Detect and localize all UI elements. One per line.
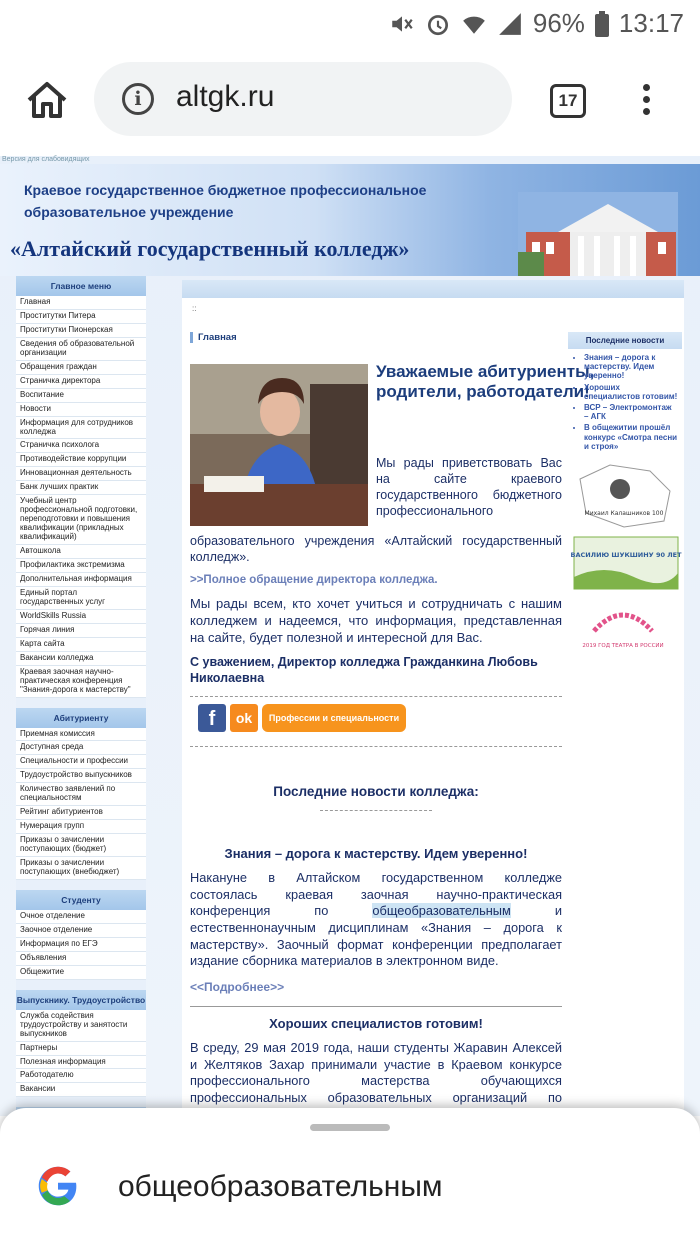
- svg-text:2019 ГОД ТЕАТРА В РОССИИ: 2019 ГОД ТЕАТРА В РОССИИ: [582, 642, 664, 649]
- latest-news-item[interactable]: • В общежитии прошёл конкурс «Смотра песни и строя»: [584, 423, 678, 451]
- sidebar-item[interactable]: Горячая линия: [16, 624, 146, 638]
- read-more-link[interactable]: <<Подробнее>>: [190, 980, 285, 994]
- director-photo: [190, 364, 368, 526]
- sidebar-item[interactable]: Информация для сотрудников колледжа: [16, 417, 146, 440]
- sidebar-item[interactable]: Дополнительная информация: [16, 573, 146, 587]
- sidebar-item[interactable]: Единый портал государственных услуг: [16, 587, 146, 610]
- sidebar-item[interactable]: Обращения граждан: [16, 361, 146, 375]
- sidebar-item[interactable]: Карта сайта: [16, 638, 146, 652]
- latest-news-list: [568, 349, 682, 451]
- greeting-heading: Уважаемые абитуриенты, родители, работодатели!: [376, 362, 595, 402]
- welcome-text-a: Мы рады приветствовать Вас на сайте краевого государственного бюджетного профессионального: [376, 456, 562, 518]
- college-building-image: [518, 192, 678, 276]
- google-icon: [36, 1164, 80, 1208]
- sidebar-item[interactable]: Общежитие: [16, 966, 146, 980]
- sidebar-item[interactable]: Инновационная деятельность: [16, 467, 146, 481]
- sidebar-item[interactable]: Новости: [16, 403, 146, 417]
- news2-title[interactable]: Хороших специалистов готовим!: [269, 1016, 483, 1031]
- divider: [190, 696, 562, 697]
- divider: [190, 1006, 562, 1007]
- sidebar-item[interactable]: Краевая заочная научно-практическая конференция "Знания-дорога к мастерству": [16, 666, 146, 698]
- tab-switcher-button[interactable]: 17: [550, 84, 586, 118]
- sidebar-item[interactable]: Специальности и профессии: [16, 755, 146, 769]
- sidebar-item[interactable]: Полезная информация: [16, 1056, 146, 1070]
- wifi-icon: [461, 11, 487, 37]
- latest-news-item[interactable]: • Знания – дорога к мастерству. Идем уверенно!: [584, 353, 678, 381]
- sidebar-item[interactable]: Противодействие коррупции: [16, 453, 146, 467]
- sidebar-item[interactable]: Приемная комиссия: [16, 728, 146, 742]
- svg-text:Михаил Калашников 100: Михаил Калашников 100: [584, 509, 664, 517]
- sidebar-item[interactable]: Рейтинг абитуриентов: [16, 806, 146, 820]
- sidebar-heading-student: Студенту: [16, 890, 146, 910]
- status-bar: [0, 0, 700, 46]
- sidebar-item[interactable]: Приказы о зачислении поступающих (бюджет): [16, 834, 146, 857]
- sidebar-item[interactable]: Страничка директора: [16, 375, 146, 389]
- sidebar-item[interactable]: Проститутки Пионерская: [16, 324, 146, 338]
- more-menu-icon[interactable]: [640, 84, 652, 120]
- sidebar-item[interactable]: Количество заявлений по специальностям: [16, 783, 146, 806]
- news2-text: В среду, 29 мая 2019 года, наши студенты Жаравин Алексей и Желтяков Захар принимали участие в Краевом конкурсе профессионального мастерства обучающихся профессиональных образовательных организаций по: [190, 1040, 562, 1105]
- welcome-text-b: образовательного учреждения «Алтайский государственный колледж».: [190, 534, 562, 564]
- battery-percent: 96%: [532, 8, 585, 38]
- sidebar-item[interactable]: Вакансии: [16, 1083, 146, 1097]
- sidebar-item[interactable]: Сведения об образовательной организации: [16, 338, 146, 361]
- sidebar-item[interactable]: Проститутки Питера: [16, 310, 146, 324]
- sidebar-item[interactable]: Воспитание: [16, 389, 146, 403]
- sidebar-item[interactable]: Работодателю: [16, 1069, 146, 1083]
- sidebar-item[interactable]: Служба содействия трудоустройству и занятости выпускников: [16, 1010, 146, 1042]
- main-content: [182, 280, 684, 1116]
- right-column: [568, 332, 682, 653]
- drag-handle[interactable]: [310, 1124, 390, 1131]
- latest-news-item[interactable]: • ВСР – Электромонтаж – АГК: [584, 403, 678, 421]
- content-dots: ::: [192, 304, 197, 313]
- professions-button[interactable]: Профессии и специальности: [262, 704, 406, 732]
- header-line-2: образовательное учреждение: [24, 204, 234, 220]
- search-bottom-sheet[interactable]: [0, 1108, 700, 1244]
- sidebar-item[interactable]: Автошкола: [16, 545, 146, 559]
- sidebar-item[interactable]: Вакансии колледжа: [16, 652, 146, 666]
- sidebar-heading-graduate: Выпускнику. Трудоустройство: [16, 990, 146, 1010]
- search-query[interactable]: общеобразовательным: [118, 1170, 443, 1203]
- url-text: altgk.ru: [176, 80, 275, 113]
- info-icon[interactable]: i: [122, 83, 154, 115]
- sidebar-heading-main: Главное меню: [16, 276, 146, 296]
- divider: [320, 810, 432, 811]
- breadcrumb[interactable]: Главная: [190, 332, 237, 343]
- sidebar-item[interactable]: Приказы о зачислении поступающих (внебюджет): [16, 857, 146, 880]
- signal-icon: [497, 11, 523, 37]
- director-signature: С уважением, Директор колледжа Гражданкина Любовь Николаевна: [190, 655, 538, 686]
- browser-toolbar: [0, 46, 700, 156]
- clock: 13:17: [618, 8, 684, 38]
- odnoklassniki-share-button[interactable]: ok: [230, 704, 258, 732]
- sidebar-item[interactable]: Главная: [16, 296, 146, 310]
- sidebar-item[interactable]: Профилактика экстремизма: [16, 559, 146, 573]
- theatre-year-banner[interactable]: [582, 601, 664, 653]
- director-address-link[interactable]: >>Полное обращение директора колледжа.: [190, 574, 438, 586]
- news1-title[interactable]: Знания – дорога к мастерству. Идем уверенно!: [224, 846, 528, 861]
- battery-icon: [595, 11, 609, 37]
- sidebar-item[interactable]: Объявления: [16, 952, 146, 966]
- sidebar-heading-applicant: Абитуриенту: [16, 708, 146, 728]
- sidebar-item[interactable]: Банк лучших практик: [16, 481, 146, 495]
- divider: [190, 746, 562, 747]
- sidebar-item[interactable]: Доступная среда: [16, 741, 146, 755]
- content-top-bar: [182, 280, 684, 298]
- sidebar-item[interactable]: Очное отделение: [16, 910, 146, 924]
- college-title: «Алтайский государственный колледж»: [10, 236, 410, 261]
- sidebar-item[interactable]: Информация по ЕГЭ: [16, 938, 146, 952]
- news-heading: Последние новости колледжа:: [273, 784, 479, 799]
- sidebar-item[interactable]: Нумерация групп: [16, 820, 146, 834]
- facebook-share-button[interactable]: f: [198, 704, 226, 732]
- sidebar-item[interactable]: Трудоустройство выпускников: [16, 769, 146, 783]
- shukshin-banner[interactable]: [570, 537, 682, 589]
- kalashnikov-banner[interactable]: [572, 459, 676, 529]
- webpage: [0, 156, 700, 1116]
- url-bar[interactable]: [94, 62, 512, 136]
- sidebar-item[interactable]: WorldSkills Russia: [16, 610, 146, 624]
- sidebar: [16, 276, 146, 1116]
- site-header: [0, 164, 700, 276]
- sidebar-item[interactable]: Заочное отделение: [16, 924, 146, 938]
- svg-text:ВАСИЛИЮ ШУКШИНУ 90 ЛЕТ: ВАСИЛИЮ ШУКШИНУ 90 ЛЕТ: [570, 550, 682, 559]
- home-icon[interactable]: [24, 80, 70, 120]
- mute-icon: [389, 11, 415, 37]
- alarm-icon: [425, 11, 451, 37]
- latest-news-item[interactable]: • Хороших специалистов готовим!: [584, 383, 678, 401]
- sidebar-item[interactable]: Учебный центр профессиональной подготовки, переподготовки и повышения квалификации (прикладных квалификаций): [16, 495, 146, 545]
- latest-news-heading: Последние новости: [568, 332, 682, 349]
- accessibility-link[interactable]: Версия для слабовидящих: [2, 156, 90, 163]
- search-highlight: общеобразовательным: [372, 903, 511, 919]
- sidebar-item[interactable]: Партнеры: [16, 1042, 146, 1056]
- sidebar-item[interactable]: Страничка психолога: [16, 439, 146, 453]
- news1-text: Накануне в Алтайском государственном колледже состоялась краевая заочная научно-практическая конференция по общеобразовательным и естественнонаучным дисциплинам «Знания – дорога к мастерству». Заочный формат конференции предполагает издание сборника материалов в электронном виде.: [190, 870, 562, 969]
- intro-paragraph: Мы рады всем, кто хочет учиться и сотрудничать с нашим колледжем и надеемся, что информация, представленная на сайте, будет полезной и интересной для Вас.: [190, 596, 562, 645]
- header-line-1: Краевое государственное бюджетное профессиональное: [24, 182, 427, 198]
